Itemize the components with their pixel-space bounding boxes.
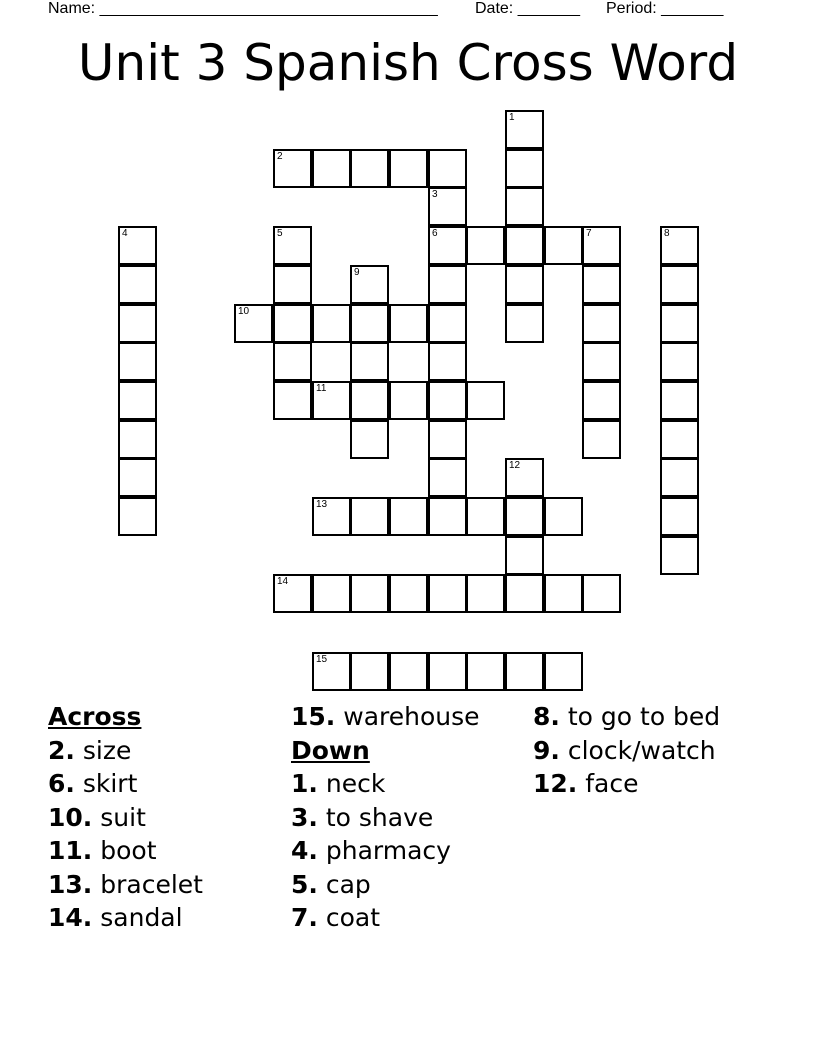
clue-across (48, 801, 203, 835)
clue-across (291, 700, 480, 734)
crossword-cell[interactable] (660, 497, 699, 536)
crossword-cell[interactable] (660, 265, 699, 304)
crossword-cell[interactable] (389, 381, 428, 420)
cell-number: 6 (432, 228, 438, 239)
crossword-cell[interactable] (505, 536, 544, 575)
cell-number: 1 (509, 112, 515, 123)
clue-number: 13. (48, 869, 93, 899)
crossword-cell[interactable] (428, 187, 467, 226)
crossword-cell[interactable] (118, 304, 157, 343)
clue-number: 8. (533, 702, 560, 731)
crossword-cell[interactable] (118, 265, 157, 304)
cell-number: 3 (432, 189, 438, 200)
clue-text: size (82, 735, 132, 765)
cell-number: 7 (586, 228, 592, 239)
crossword-cell[interactable] (389, 652, 428, 691)
clue-down (291, 901, 480, 935)
crossword-cell[interactable] (428, 381, 467, 420)
crossword-cell[interactable] (273, 381, 312, 420)
cell-number: 5 (277, 228, 283, 239)
clue-across (48, 767, 203, 801)
clue-text: cap (325, 869, 371, 899)
crossword-cell[interactable] (118, 381, 157, 420)
cell-number: 13 (316, 499, 328, 510)
crossword-cell[interactable] (505, 149, 544, 188)
clue-number: 2. (48, 735, 75, 765)
clue-number: 12. (533, 769, 578, 798)
crossword-cell[interactable] (273, 265, 312, 304)
clue-down (533, 700, 720, 734)
crossword-cell[interactable] (466, 497, 505, 536)
crossword-cell[interactable] (660, 381, 699, 420)
crossword-cell[interactable] (660, 342, 699, 381)
crossword-cell[interactable] (466, 226, 505, 265)
crossword-cell[interactable] (118, 342, 157, 381)
clue-number: 11. (48, 836, 93, 865)
crossword-cell[interactable] (350, 381, 389, 420)
clue-number: 10. (48, 802, 93, 832)
across-heading: Across (48, 702, 142, 731)
crossword-cell[interactable] (389, 574, 428, 613)
crossword-cell[interactable] (312, 574, 351, 613)
crossword-cell[interactable] (428, 574, 467, 613)
crossword-cell[interactable] (350, 574, 389, 613)
clue-text: bracelet (100, 869, 203, 899)
crossword-cell[interactable] (660, 226, 699, 265)
crossword-cell[interactable] (544, 574, 583, 613)
crossword-cell[interactable] (273, 304, 312, 343)
crossword-cell[interactable] (505, 574, 544, 613)
crossword-cell[interactable] (350, 652, 389, 691)
clue-number: 6. (48, 769, 75, 798)
cell-number: 12 (509, 460, 521, 471)
crossword-cell[interactable] (428, 149, 467, 188)
crossword-cell[interactable] (428, 420, 467, 459)
cell-number: 8 (664, 228, 670, 239)
crossword-cell[interactable] (428, 458, 467, 497)
clue-number: 1. (291, 769, 318, 798)
crossword-cell[interactable] (118, 458, 157, 497)
crossword-cell[interactable] (350, 497, 389, 536)
clue-text: pharmacy (325, 836, 451, 865)
clue-number: 3. (291, 802, 318, 832)
clue-text: skirt (82, 769, 138, 798)
cell-number: 9 (354, 267, 360, 278)
crossword-cell[interactable] (544, 497, 583, 536)
clue-list (48, 700, 788, 940)
clue-text: sandal (100, 903, 183, 932)
crossword-cell[interactable] (428, 342, 467, 381)
crossword-cell[interactable] (273, 226, 312, 265)
period-field[interactable]: Period: _______ (606, 0, 724, 17)
crossword-cell[interactable] (428, 652, 467, 691)
crossword-cell[interactable] (312, 652, 351, 691)
clue-text: face (585, 769, 639, 798)
crossword-cell[interactable] (582, 342, 621, 381)
clue-down (533, 734, 720, 768)
crossword-cell[interactable] (582, 304, 621, 343)
clue-number: 15. (291, 702, 336, 731)
crossword-cell[interactable] (505, 458, 544, 497)
crossword-cell[interactable] (118, 420, 157, 459)
clue-text: coat (325, 903, 381, 932)
crossword-cell[interactable] (505, 187, 544, 226)
clue-number: 14. (48, 903, 93, 932)
crossword-cell[interactable] (273, 574, 312, 613)
crossword-cell[interactable] (505, 265, 544, 304)
crossword-cell[interactable] (350, 420, 389, 459)
clue-number: 5. (291, 869, 318, 899)
crossword-cell[interactable] (660, 304, 699, 343)
crossword-cell[interactable] (350, 149, 389, 188)
crossword-cell[interactable] (312, 149, 351, 188)
crossword-cell[interactable] (466, 381, 505, 420)
crossword-cell[interactable] (273, 149, 312, 188)
crossword-cell[interactable] (582, 265, 621, 304)
clue-across (48, 901, 203, 935)
crossword-cell[interactable] (312, 381, 351, 420)
cell-number: 14 (277, 576, 289, 587)
name-field[interactable]: Name: ______________________________________ (48, 0, 438, 17)
cell-number: 10 (238, 306, 250, 317)
clue-text: neck (325, 769, 386, 798)
crossword-cell[interactable] (544, 652, 583, 691)
crossword-cell[interactable] (312, 497, 351, 536)
down-heading: Down (291, 735, 370, 765)
crossword-cell[interactable] (428, 265, 467, 304)
clue-text: clock/watch (567, 735, 716, 765)
clue-down (291, 767, 480, 801)
crossword-cell[interactable] (660, 420, 699, 459)
clue-number: 9. (533, 735, 560, 765)
cell-number: 4 (122, 228, 128, 239)
crossword-cell[interactable] (118, 226, 157, 265)
clue-down (291, 868, 480, 902)
crossword-cell[interactable] (389, 497, 428, 536)
crossword-cell[interactable] (505, 652, 544, 691)
crossword-cell[interactable] (582, 574, 621, 613)
crossword-cell[interactable] (273, 342, 312, 381)
crossword-cell[interactable] (544, 226, 583, 265)
crossword-cell[interactable] (428, 226, 467, 265)
crossword-cell[interactable] (428, 304, 467, 343)
cell-number: 15 (316, 654, 328, 665)
crossword-cell[interactable] (350, 304, 389, 343)
clue-column-2 (291, 700, 480, 935)
clue-text: boot (100, 836, 157, 865)
clue-column-1 (48, 700, 203, 935)
crossword-cell[interactable] (389, 304, 428, 343)
clue-column-3 (533, 700, 720, 801)
crossword-cell[interactable] (312, 304, 351, 343)
crossword-cell[interactable] (582, 226, 621, 265)
crossword-cell[interactable] (505, 110, 544, 149)
crossword-cell[interactable] (466, 652, 505, 691)
clue-across (48, 734, 203, 768)
crossword-cell[interactable] (389, 149, 428, 188)
page-title: Unit 3 Spanish Cross Word (77, 34, 739, 92)
cell-number: 2 (277, 151, 283, 162)
crossword-cell[interactable] (466, 574, 505, 613)
clue-number: 4. (291, 836, 318, 865)
crossword-cell[interactable] (428, 497, 467, 536)
clue-down (533, 767, 720, 801)
clue-down (291, 801, 480, 835)
date-field[interactable]: Date: _______ (475, 0, 580, 17)
crossword-cell[interactable] (582, 381, 621, 420)
crossword-cell[interactable] (660, 536, 699, 575)
clue-across (48, 868, 203, 902)
clue-down (291, 834, 480, 868)
crossword-cell[interactable] (505, 226, 544, 265)
crossword-cell[interactable] (505, 497, 544, 536)
crossword-cell[interactable] (350, 342, 389, 381)
crossword-cell[interactable] (118, 497, 157, 536)
clue-number: 7. (291, 903, 318, 932)
crossword-cell[interactable] (660, 458, 699, 497)
crossword-cell[interactable] (505, 304, 544, 343)
cell-number: 11 (316, 383, 327, 394)
clue-text: to shave (325, 802, 434, 832)
crossword-cell[interactable] (582, 420, 621, 459)
crossword-cell[interactable] (350, 265, 389, 304)
clue-text: warehouse (343, 702, 480, 731)
clue-across (48, 834, 203, 868)
clue-text: to go to bed (567, 702, 721, 731)
clue-text: suit (100, 802, 146, 832)
crossword-cell[interactable] (234, 304, 273, 343)
